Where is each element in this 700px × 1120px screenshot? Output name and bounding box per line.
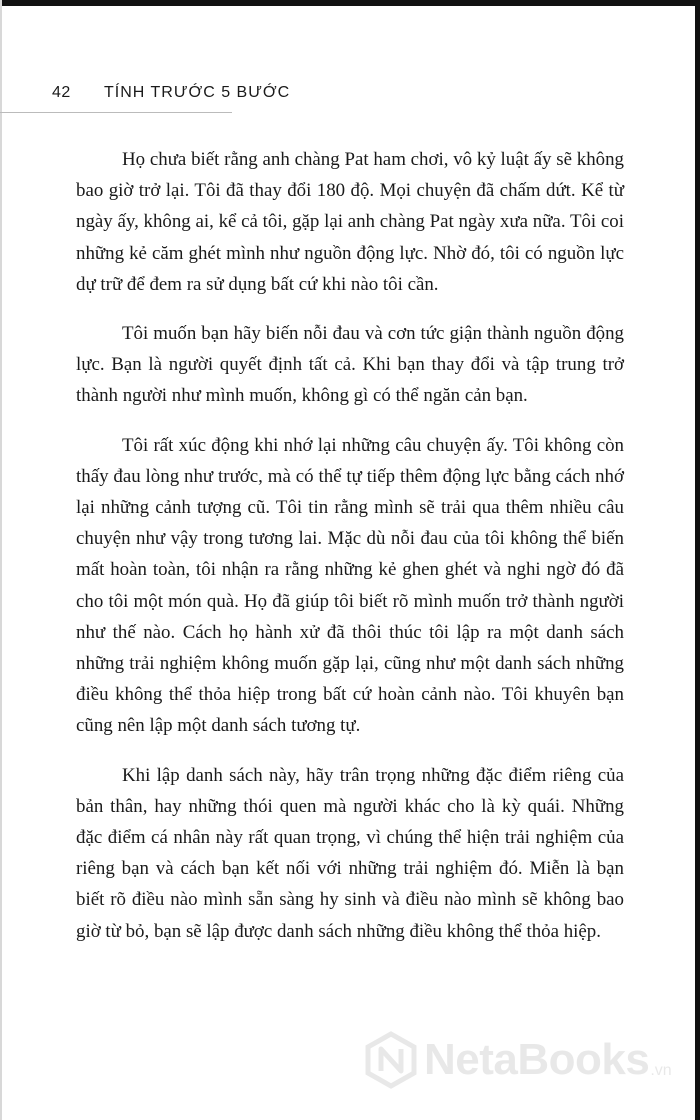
watermark-brand: NetaBooks: [424, 1035, 650, 1084]
chapter-title: TÍNH TRƯỚC 5 BƯỚC: [104, 84, 291, 101]
page-number: 42: [52, 84, 71, 101]
paragraph: Tôi muốn bạn hãy biến nỗi đau và cơn tức giận thành nguồn động lực. Bạn là người quyết định tất cả. Khi bạn thay đổi và tập trung trở thành người như mình muốn, không gì có thể ngăn cản bạn.: [76, 323, 624, 407]
publisher-watermark: [362, 1030, 682, 1090]
paragraph: Khi lập danh sách này, hãy trân trọng những đặc điểm riêng của bản thân, hay những thói quen mà người khác cho là kỳ quái. Những đặc điểm cá nhân này rất quan trọng, vì chúng thể hiện trải nghiệm của riêng bạn và cách bạn kết nối với những trải nghiệm đó. Miễn là bạn biết rõ điều nào mình sẵn sàng hy sinh và điều nào mình sẽ không bao giờ từ bỏ, bạn sẽ lập được danh sách những điều không thể thỏa hiệp.: [76, 764, 624, 942]
header-rule: [0, 112, 232, 113]
page-left-border: [0, 0, 2, 1120]
paragraph: Họ chưa biết rằng anh chàng Pat ham chơi, vô kỷ luật ấy sẽ không bao giờ trở lại. Tôi đã thay đổi 180 độ. Mọi chuyện đã chấm dứt. Kể từ ngày ấy, không ai, kể cả tôi, gặp lại anh chàng Pat ngày xưa nữa. Tôi coi những kẻ căm ghét mình như nguồn động lực. Nhờ đó, tôi có nguồn lực dự trữ để đem ra sử dụng bất cứ khi nào tôi cần.: [76, 149, 624, 295]
netabooks-logo-icon: [362, 1031, 420, 1089]
running-header: [0, 84, 330, 118]
watermark-suffix: .vn: [650, 1062, 672, 1079]
page-right-border: [695, 0, 700, 1120]
page-top-border: [0, 0, 700, 6]
paragraph: Tôi rất xúc động khi nhớ lại những câu chuyện ấy. Tôi không còn thấy đau lòng như trước, mà có thể tự tiếp thêm động lực bằng cách nhớ lại những cảnh tượng cũ. Tôi tin rằng mình sẽ trải qua thêm nhiều câu chuyện như vậy trong tương lai. Mặc dù nỗi đau của tôi không thể biến mất hoàn toàn, tôi nhận ra rằng những kẻ ghen ghét và nghi ngờ đó đã cho tôi một món quà. Họ đã giúp tôi biết rõ mình muốn trở thành người như thế nào. Cách họ hành xử đã thôi thúc tôi lập ra một danh sách những trải nghiệm không muốn gặp lại, cũng như một danh sách những điều không thể thỏa hiệp trong bất cứ hoàn cảnh nào. Tôi khuyên bạn cũng nên lập một danh sách tương tự.: [76, 434, 624, 737]
body-text: [76, 144, 624, 965]
